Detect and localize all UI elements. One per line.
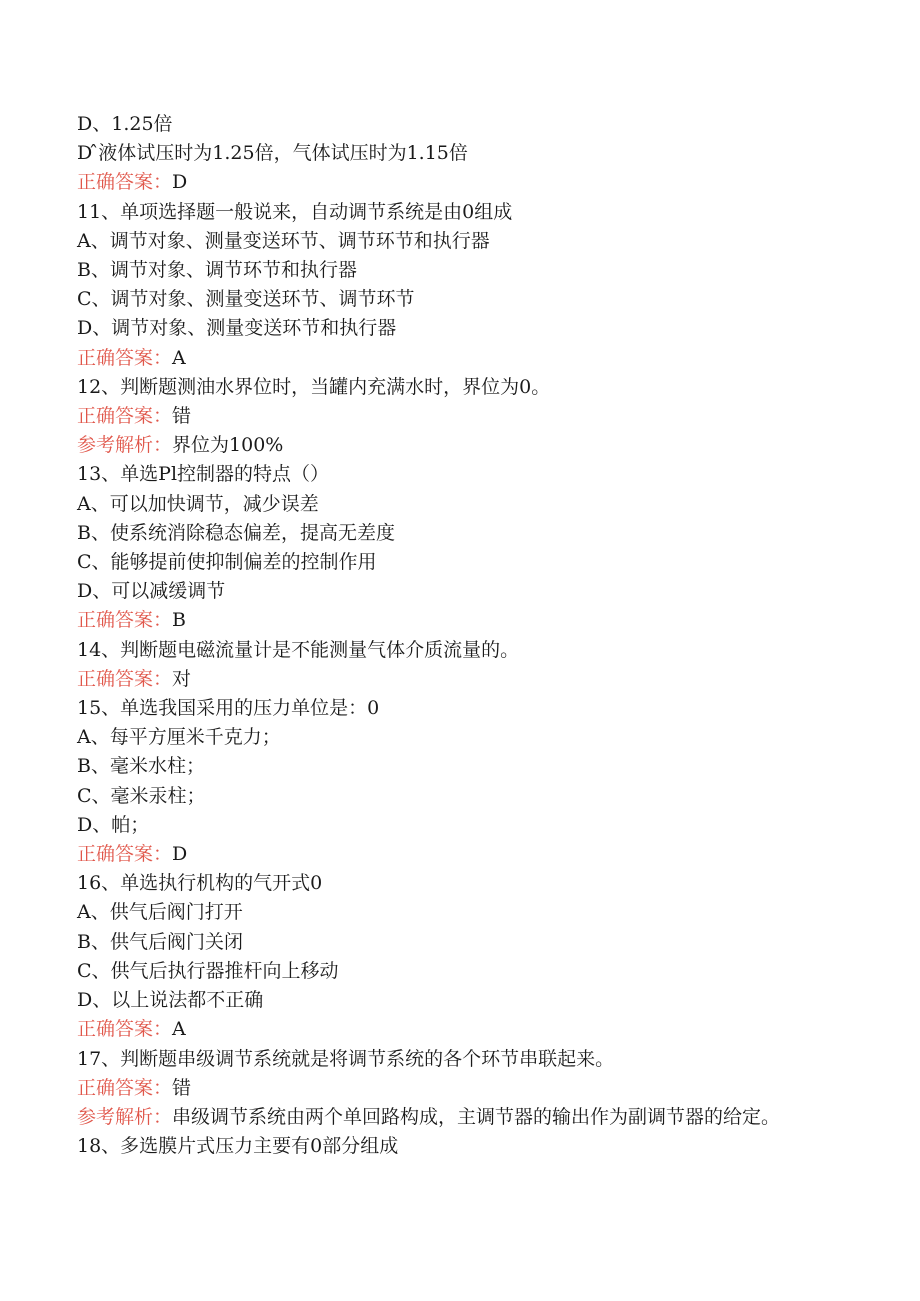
question-line: 15、单选我国采用的压力单位是：0 bbox=[77, 697, 380, 720]
answer-line bbox=[77, 168, 837, 197]
answer-value: A bbox=[172, 346, 186, 369]
answer-line bbox=[77, 402, 837, 431]
answer-label: 正确答案： bbox=[77, 667, 173, 690]
option-line: B、供气后阀门关闭 bbox=[77, 930, 243, 953]
analysis-value: 界位为100% bbox=[172, 434, 284, 457]
answer-value: 错 bbox=[172, 405, 192, 428]
question-line: 13、单选Pl控制器的特点（） bbox=[77, 463, 330, 486]
option-line: A、供气后阀门打开 bbox=[77, 901, 243, 924]
option-line: C、调节对象、测量变送环节、调节环节 bbox=[77, 288, 415, 311]
option-line: D、帕； bbox=[77, 813, 150, 836]
question-line: 11、单项选择题一般说来，自动调节系统是由0组成 bbox=[77, 200, 513, 223]
option-line: A、可以加快调节，减少误差 bbox=[77, 492, 319, 515]
answer-value: D bbox=[172, 843, 188, 866]
answer-value: 错 bbox=[172, 1076, 192, 1099]
answer-line bbox=[77, 344, 837, 373]
answer-label: 正确答案： bbox=[77, 346, 173, 369]
answer-label: 正确答案： bbox=[77, 405, 173, 428]
note-line: D ̂液体试压时为1.25倍，气体试压时为1.15倍 bbox=[77, 142, 468, 165]
option-line: C、能够提前使抑制偏差的控制作用 bbox=[77, 551, 377, 574]
analysis-line bbox=[77, 1103, 837, 1132]
option-line: B、毫米水柱； bbox=[77, 755, 205, 778]
answer-label: 正确答案： bbox=[77, 171, 173, 194]
option-line: B、使系统消除稳态偏差，提高无差度 bbox=[77, 521, 395, 544]
option-line: D、1.25倍 bbox=[77, 113, 173, 135]
option-line: D、以上说法都不正确 bbox=[77, 989, 264, 1012]
option-line: A、每平方厘米千克力； bbox=[77, 726, 281, 749]
answer-label: 正确答案： bbox=[77, 609, 173, 632]
answer-line bbox=[77, 606, 837, 635]
option-line: D、调节对象、测量变送环节和执行器 bbox=[77, 317, 397, 340]
option-line: C、毫米汞柱； bbox=[77, 784, 206, 807]
analysis-line bbox=[77, 431, 837, 460]
question-line: 17、判断题串级调节系统就是将调节系统的各个环节串联起来。 bbox=[77, 1047, 615, 1070]
answer-line bbox=[77, 840, 837, 869]
option-line: A、调节对象、测量变送环节、调节环节和执行器 bbox=[77, 229, 490, 252]
option-line: D、可以减缓调节 bbox=[77, 580, 226, 603]
answer-label: 正确答案： bbox=[77, 1018, 173, 1041]
answer-line bbox=[77, 665, 837, 694]
answer-value: 对 bbox=[172, 667, 192, 690]
question-line: 14、判断题电磁流量计是不能测量气体介质流量的。 bbox=[77, 638, 520, 661]
option-line: B、调节对象、调节环节和执行器 bbox=[77, 259, 357, 282]
analysis-label: 参考解析： bbox=[77, 1105, 173, 1128]
option-line: C、供气后执行器推杆向上移动 bbox=[77, 959, 339, 982]
answer-value: D bbox=[172, 171, 188, 194]
question-line: 12、判断题测油水界位时，当罐内充满水时，界位为0。 bbox=[77, 375, 551, 398]
answer-line bbox=[77, 1074, 837, 1103]
document-content bbox=[77, 110, 837, 1161]
analysis-value: 串级调节系统由两个单回路构成，主调节器的输出作为副调节器的给定。 bbox=[172, 1105, 781, 1128]
analysis-label: 参考解析： bbox=[77, 434, 173, 457]
answer-label: 正确答案： bbox=[77, 843, 173, 866]
answer-label: 正确答案： bbox=[77, 1076, 173, 1099]
answer-line bbox=[77, 1015, 837, 1044]
answer-value: A bbox=[172, 1018, 186, 1041]
question-line: 18、多选膜片式压力主要有0部分组成 bbox=[77, 1135, 399, 1158]
question-line: 16、单选执行机构的气开式0 bbox=[77, 872, 323, 895]
answer-value: B bbox=[172, 609, 186, 632]
